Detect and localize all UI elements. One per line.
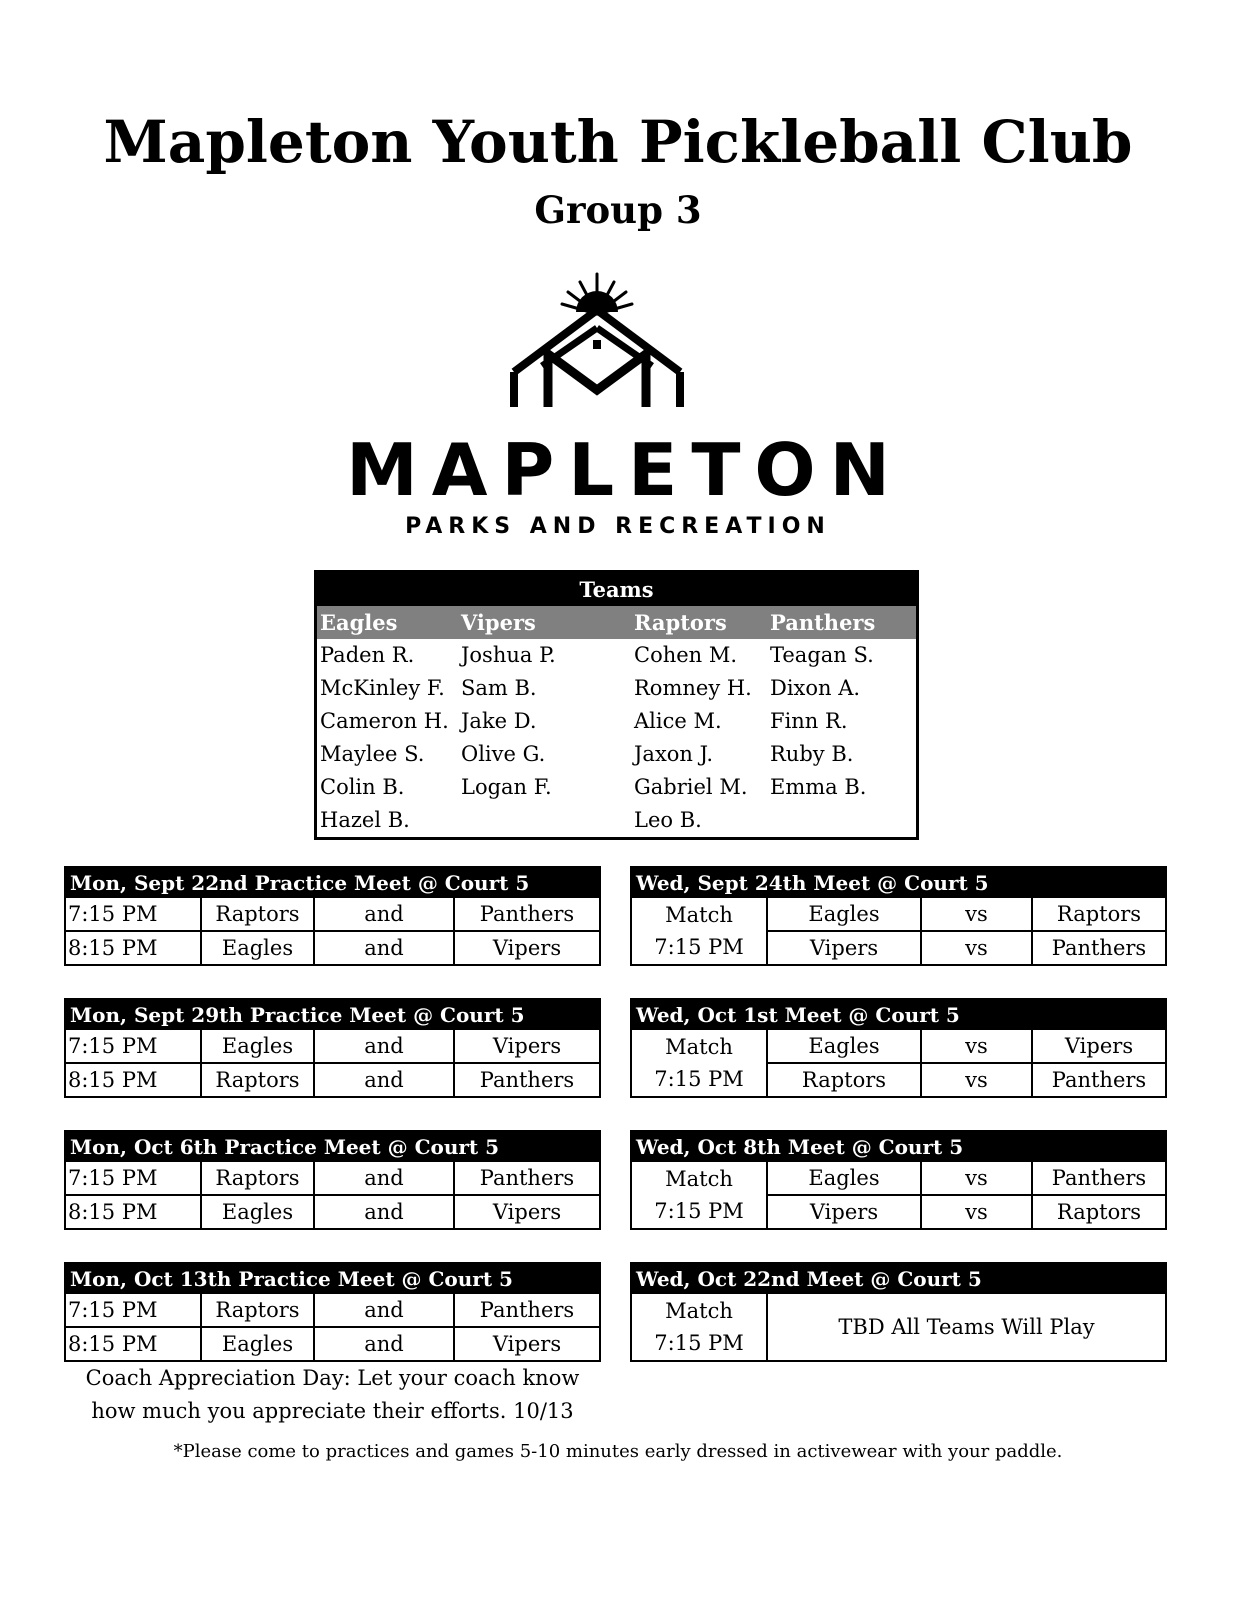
vs-cell: vs: [920, 932, 1031, 964]
player-cell: Dixon A.: [770, 676, 861, 700]
brand-name: MAPLETON: [346, 428, 904, 512]
player-cell: Maylee S.: [320, 742, 425, 766]
player-cell: Paden R.: [320, 643, 415, 667]
table-row: [317, 738, 916, 771]
match-header: Wed, Oct 22nd Meet @ Court 5: [632, 1264, 1165, 1294]
match-label: Match: [665, 1167, 733, 1191]
connector-cell: and: [313, 932, 453, 964]
team-cell: Panthers: [453, 898, 599, 930]
player-cell: Colin B.: [320, 775, 405, 799]
table-row: [768, 898, 1165, 930]
practice-header: Mon, Sept 22nd Practice Meet @ Court 5: [66, 868, 599, 898]
time-cell: 8:15 PM: [68, 1332, 158, 1356]
time-cell: 8:15 PM: [68, 1200, 158, 1224]
footnote: *Please come to practices and games 5-10 minutes early dressed in activewear with your paddle.: [173, 1441, 1063, 1462]
teams-column-raptors: Raptors: [634, 610, 727, 635]
team-cell: Panthers: [453, 1162, 599, 1194]
table-row: [66, 1030, 599, 1062]
match-time: 7:15 PM: [654, 1199, 744, 1223]
tbd-cell: TBD All Teams Will Play: [838, 1315, 1095, 1339]
table-row: [317, 639, 916, 672]
team-cell: Vipers: [453, 1328, 599, 1360]
practice-header: Mon, Oct 6th Practice Meet @ Court 5: [66, 1132, 599, 1162]
player-cell: Emma B.: [770, 775, 867, 799]
brand-tagline: PARKS AND RECREATION: [405, 514, 831, 539]
practice-block-oct-13: [64, 1262, 601, 1362]
table-row: [66, 1294, 599, 1326]
coach-appreciation-note: [64, 1362, 601, 1428]
vs-cell: vs: [920, 1030, 1031, 1062]
player-cell: Jaxon J.: [634, 742, 714, 766]
team-cell: Raptors: [200, 1064, 313, 1096]
practice-block-sept-22: [64, 866, 601, 966]
page-subtitle: Group 3: [534, 188, 702, 232]
table-row: [768, 930, 1165, 964]
teams-column-vipers: Vipers: [461, 610, 536, 635]
match-label: Match: [665, 1299, 733, 1323]
team-cell: Vipers: [453, 1196, 599, 1228]
team-cell: Eagles: [200, 1030, 313, 1062]
table-row: [66, 898, 599, 930]
player-cell: Sam B.: [461, 676, 537, 700]
match-time: 7:15 PM: [654, 1331, 744, 1355]
time-cell: 7:15 PM: [68, 1034, 158, 1058]
practice-block-oct-6: [64, 1130, 601, 1230]
practice-header: Mon, Sept 29th Practice Meet @ Court 5: [66, 1000, 599, 1030]
page-title: Mapleton Youth Pickleball Club: [103, 108, 1133, 176]
player-cell: Finn R.: [770, 709, 848, 733]
mapleton-logo-icon: [500, 272, 690, 412]
match-header: Wed, Oct 8th Meet @ Court 5: [632, 1132, 1165, 1162]
team-cell: Panthers: [453, 1294, 599, 1326]
player-cell: Alice M.: [634, 709, 722, 733]
match-block-oct-8: [630, 1130, 1167, 1230]
team-cell: Vipers: [453, 932, 599, 964]
team-cell: Raptors: [1031, 1196, 1165, 1228]
connector-cell: and: [313, 1162, 453, 1194]
team-cell: Eagles: [200, 1196, 313, 1228]
team-cell: Raptors: [200, 1162, 313, 1194]
player-cell: Cohen M.: [634, 643, 738, 667]
team-cell: Panthers: [1031, 1064, 1165, 1096]
team-cell: Panthers: [1031, 1162, 1165, 1194]
match-label: Match: [665, 1035, 733, 1059]
table-row: [317, 804, 916, 837]
match-header: Wed, Oct 1st Meet @ Court 5: [632, 1000, 1165, 1030]
team-cell: Eagles: [808, 902, 880, 926]
practice-header: Mon, Oct 13th Practice Meet @ Court 5: [66, 1264, 599, 1294]
player-cell: Logan F.: [461, 775, 552, 799]
team-cell: Vipers: [809, 1200, 879, 1224]
player-cell: Cameron H.: [320, 709, 449, 733]
teams-table: [314, 570, 919, 840]
team-cell: Panthers: [453, 1064, 599, 1096]
match-time-label: [632, 1162, 768, 1228]
team-cell: Eagles: [808, 1166, 880, 1190]
table-row: [317, 705, 916, 738]
vs-cell: vs: [920, 1196, 1031, 1228]
player-cell: Hazel B.: [320, 808, 410, 832]
player-cell: Joshua P.: [461, 643, 556, 667]
connector-cell: and: [313, 1196, 453, 1228]
player-cell: [767, 804, 916, 837]
match-time-label: [632, 898, 768, 964]
vs-cell: vs: [920, 898, 1031, 930]
time-cell: 7:15 PM: [68, 1298, 158, 1322]
match-block-sept-24: [630, 866, 1167, 966]
connector-cell: and: [313, 898, 453, 930]
team-cell: Vipers: [453, 1030, 599, 1062]
connector-cell: and: [313, 1294, 453, 1326]
time-cell: 8:15 PM: [68, 936, 158, 960]
table-row: [768, 1062, 1165, 1096]
table-row: [66, 1326, 599, 1360]
player-cell: Leo B.: [634, 808, 702, 832]
table-row: [768, 1162, 1165, 1194]
team-cell: Eagles: [200, 1328, 313, 1360]
team-cell: Raptors: [200, 898, 313, 930]
note-line: Coach Appreciation Day: Let your coach know: [85, 1366, 580, 1390]
teams-header-row: [317, 606, 916, 639]
team-cell: Panthers: [1031, 932, 1165, 964]
team-cell: Raptors: [200, 1294, 313, 1326]
team-cell: Eagles: [200, 932, 313, 964]
vs-cell: vs: [920, 1064, 1031, 1096]
player-cell: Jake D.: [461, 709, 537, 733]
match-block-oct-1: [630, 998, 1167, 1098]
time-cell: 7:15 PM: [68, 902, 158, 926]
team-cell: Vipers: [1031, 1030, 1165, 1062]
connector-cell: and: [313, 1064, 453, 1096]
team-cell: Vipers: [809, 936, 879, 960]
player-cell: Ruby B.: [770, 742, 854, 766]
player-cell: Romney H.: [634, 676, 752, 700]
table-row: [66, 1062, 599, 1096]
player-cell: Olive G.: [461, 742, 546, 766]
vs-cell: vs: [920, 1162, 1031, 1194]
match-time-label: [632, 1294, 768, 1360]
table-row: [66, 930, 599, 964]
time-cell: 8:15 PM: [68, 1068, 158, 1092]
connector-cell: and: [313, 1030, 453, 1062]
teams-column-eagles: Eagles: [320, 610, 398, 635]
team-cell: Raptors: [1031, 898, 1165, 930]
practice-block-sept-29: [64, 998, 601, 1098]
player-cell: McKinley F.: [320, 676, 445, 700]
table-row: [768, 1030, 1165, 1062]
match-time: 7:15 PM: [654, 935, 744, 959]
match-label: Match: [665, 903, 733, 927]
teams-title: Teams: [317, 573, 916, 606]
table-row: [317, 771, 916, 804]
match-time-label: [632, 1030, 768, 1096]
table-row: [768, 1194, 1165, 1228]
table-row: [66, 1162, 599, 1194]
connector-cell: and: [313, 1328, 453, 1360]
player-cell: [458, 804, 631, 837]
note-line: how much you appreciate their efforts. 10/13: [91, 1399, 574, 1423]
player-cell: Teagan S.: [770, 643, 874, 667]
team-cell: Raptors: [801, 1068, 887, 1092]
match-time: 7:15 PM: [654, 1067, 744, 1091]
table-row: [317, 672, 916, 705]
table-row: [66, 1194, 599, 1228]
match-block-oct-22: [630, 1262, 1167, 1362]
team-cell: Eagles: [808, 1034, 880, 1058]
player-cell: Gabriel M.: [634, 775, 748, 799]
time-cell: 7:15 PM: [68, 1166, 158, 1190]
teams-column-panthers: Panthers: [770, 610, 876, 635]
match-header: Wed, Sept 24th Meet @ Court 5: [632, 868, 1165, 898]
